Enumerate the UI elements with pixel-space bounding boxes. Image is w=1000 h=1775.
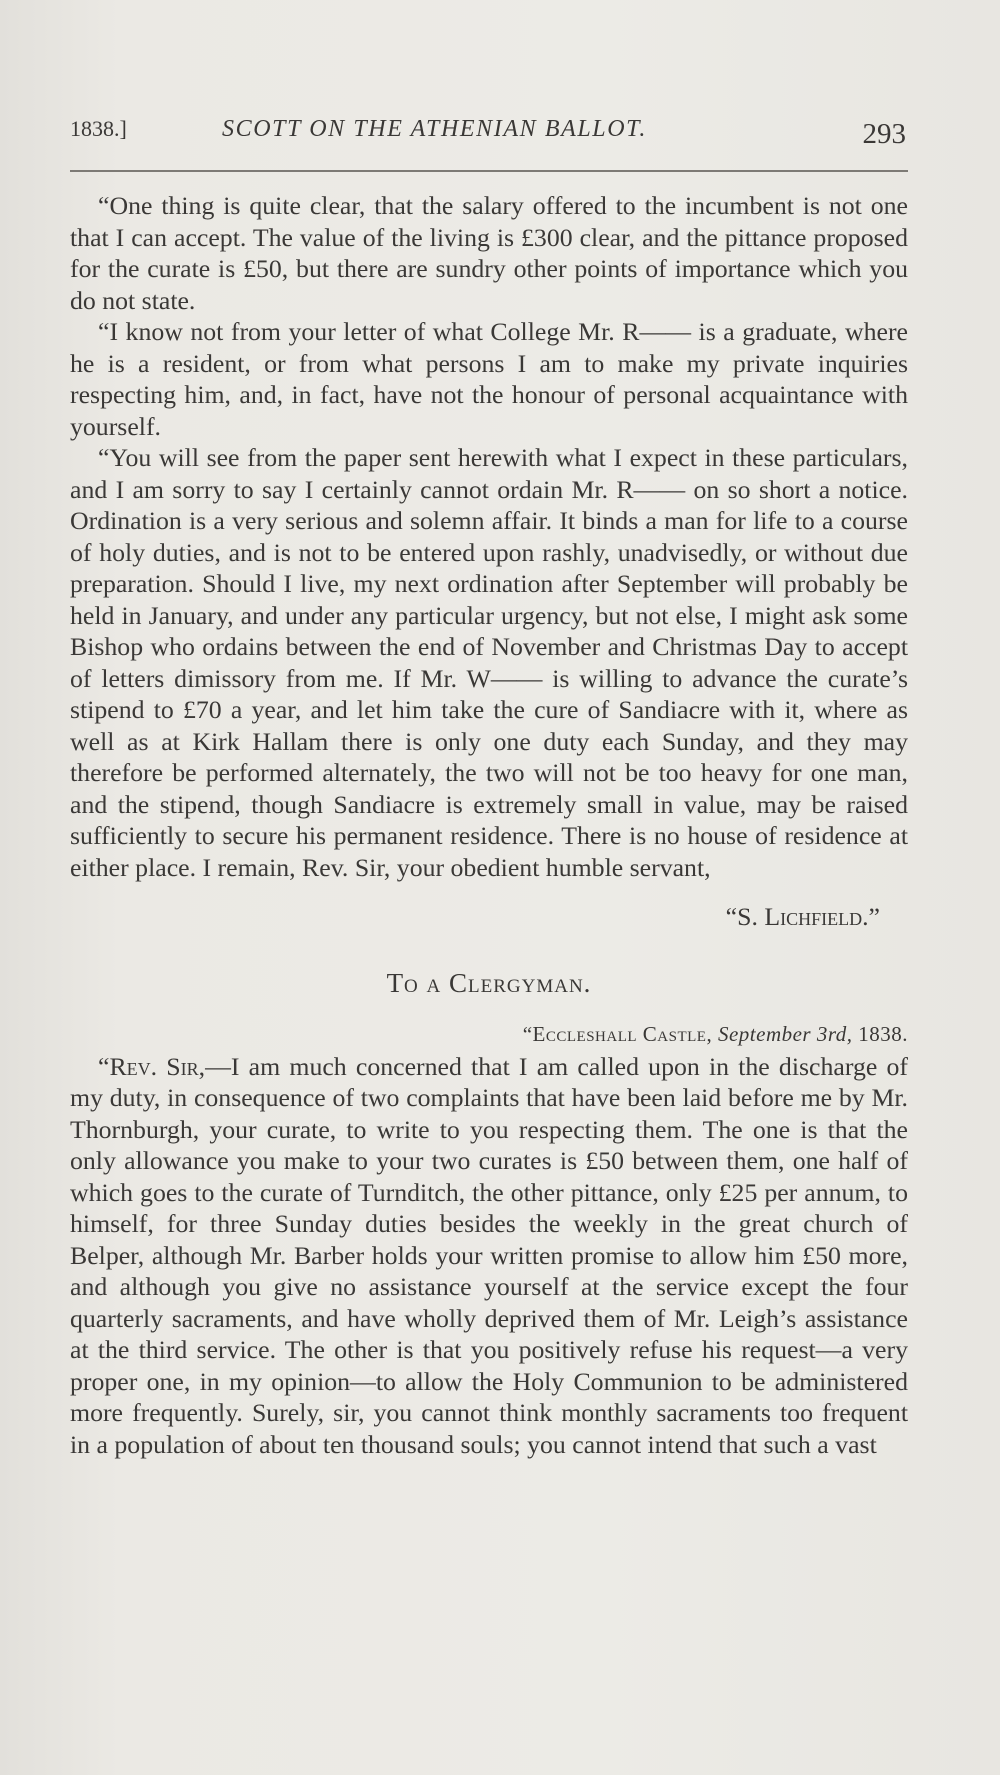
letter2-dateline xyxy=(70,1019,908,1051)
dateline-place: “Eccleshall Castle, xyxy=(522,1022,713,1046)
letter2-paragraph xyxy=(70,1051,908,1461)
header-year: 1838.] xyxy=(70,116,127,141)
letter2-body: —I am much concerned that I am called upon in the discharge of my duty, in consequence of two complaints that have been laid before me by Mr. Thornburgh, your curate, to write to you respecting them. The one is that the only allowance you make to your two curates is £50 between them, one half of which goes to the curate of Turnditch, the other pittance, only £25 per annum, to himself, for three Sunday duties besides the weekly in the great church of Belper, although Mr. Barber holds your written promise to allow him £50 more, and although you give no assistance yourself at the service except the four quarterly sacraments, and have wholly deprived them of Mr. Leigh’s assistance at the third service. The other is that you positively refuse his request—a very proper one, in my opinion—to allow the Holy Communion to be administered more frequently. Surely, sir, you cannot think monthly sacraments too frequent in a population of about ten thousand souls; you cannot intend that such a vast xyxy=(70,1051,908,1459)
letter1-paragraph: “You will see from the paper sent herewith what I expect in these particulars, and I am sorry to say I certainly cannot ordain Mr. R—— on so short a notice. Ordination is a very serious and solemn affair. It binds a man for life to a course of holy duties, and is not to be entered upon rashly, unadvisedly, or without due preparation. Should I live, my next ordination after September will probably be held in January, and under any particular urgency, but not else, I might ask some Bishop who ordains between the end of November and Christmas Day to accept of letters dimissory from me. If Mr. W—— is willing to advance the curate’s stipend to £70 a year, and let him take the cure of Sandiacre with it, where as well as at Kirk Hallam there is only one duty each Sunday, and they may therefore be performed alternately, the two will not be too heavy for one man, and the stipend, though Sandiacre is extremely small in value, may be raised sufficiently to secure his permanent residence. There is no house of residence at either place. I remain, Rev. Sir, your obedient humble servant, xyxy=(70,443,908,882)
running-header xyxy=(70,108,910,152)
letter1-signature: “S. Lichfield.” xyxy=(725,902,880,931)
section-heading: To a Clergyman. xyxy=(386,967,592,998)
letter1-paragraph: “One thing is quite clear, that the salary offered to the incumbent is not one that I can accept. The value of the living is £300 clear, and the pittance proposed for the curate is £50, but there are sundry other points of importance which you do not state. xyxy=(70,191,908,315)
header-title: SCOTT ON THE ATHENIAN BALLOT. xyxy=(222,116,647,142)
page-number: 293 xyxy=(862,118,906,150)
dateline-year: 1838. xyxy=(858,1022,908,1046)
letter2-salutation: “Rev. Sir, xyxy=(98,1051,206,1081)
page-body xyxy=(70,190,908,1460)
letter1-paragraph: “I know not from your letter of what College Mr. R—— is a graduate, where he is a resident, or from what persons I am to make my private inquiries respecting him, and, in fact, have not the honour of personal acquaintance with yourself. xyxy=(70,317,908,441)
header-rule xyxy=(70,170,908,172)
dateline-date: September 3rd, xyxy=(717,1022,853,1046)
